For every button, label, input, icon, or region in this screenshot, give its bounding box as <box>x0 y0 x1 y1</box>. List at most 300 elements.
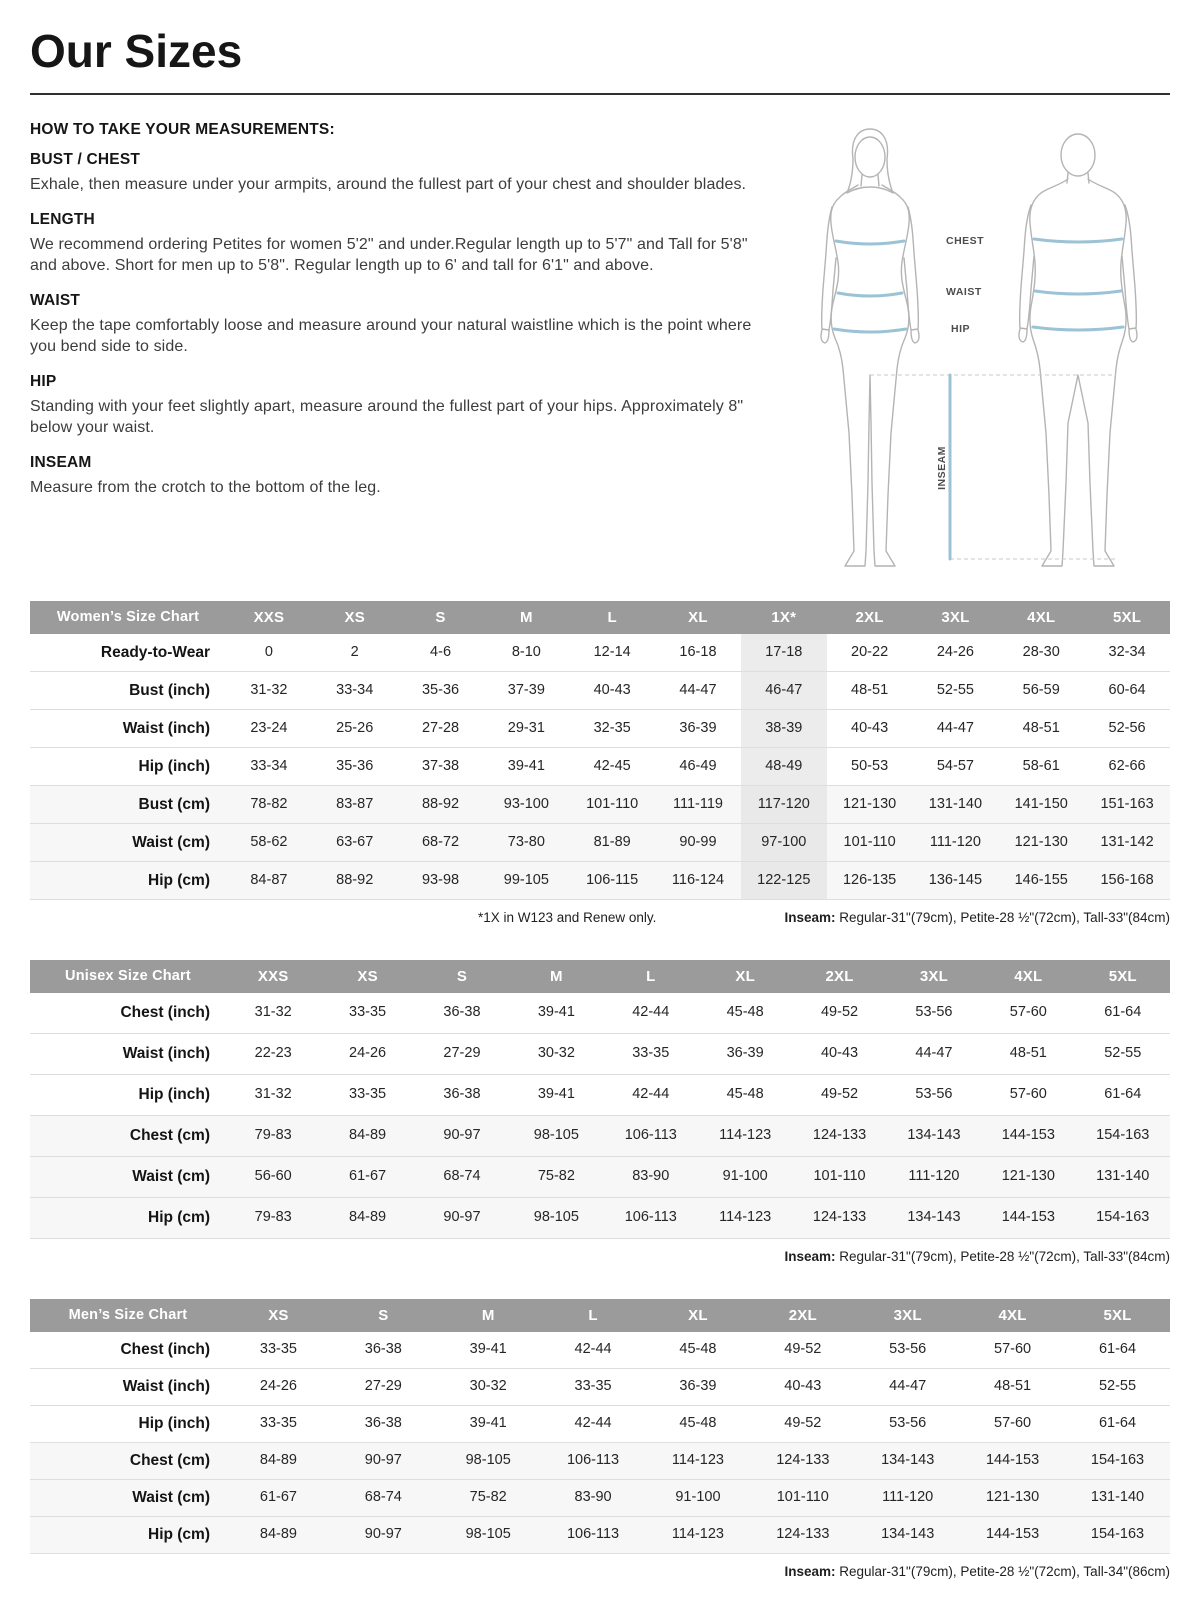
table-cell: 49-52 <box>820 1004 859 1021</box>
table-cell: 121-130 <box>1001 1168 1055 1185</box>
table-cell: 45-48 <box>679 1341 717 1358</box>
table-cell: 28-30 <box>1022 643 1060 660</box>
instruction-section <box>30 454 778 498</box>
row-label: Chest (inch) <box>120 1341 210 1359</box>
table-cell: 17-18 <box>741 634 827 672</box>
table-cell: 124-133 <box>812 1127 867 1144</box>
column-header: XL <box>698 960 792 993</box>
table-cell: 111-119 <box>672 795 723 812</box>
instructions-heading: HOW TO TAKE YOUR MEASUREMENTS: <box>30 120 335 138</box>
table-cell: 48-51 <box>994 1378 1032 1395</box>
table-cell: 52-55 <box>1098 1378 1137 1395</box>
table-cell: 30-32 <box>469 1378 507 1395</box>
row-label: Chest (inch) <box>120 1004 210 1022</box>
instruction-body: We recommend ordering Petites for women 5'2" and under.Regular length up to 5'7" and Tall for 5'8" and above. Short for men up to 5'8". Regular length up to 6' and tall for 6'1" and above. <box>30 235 748 274</box>
row-label: Waist (cm) <box>132 1168 210 1186</box>
table-row <box>30 785 1170 823</box>
table-cell: 75-82 <box>537 1168 575 1185</box>
table-cell: 131-140 <box>1096 1168 1150 1185</box>
table-cell: 24-26 <box>349 1045 387 1062</box>
column-header: 1X* <box>741 601 827 634</box>
table-cell: 53-56 <box>915 1004 953 1021</box>
column-header: 3XL <box>887 960 981 993</box>
column-header: 4XL <box>960 1299 1065 1332</box>
table-cell: 27-28 <box>421 719 460 736</box>
table-cell: 29-31 <box>507 719 545 736</box>
column-header: L <box>604 960 698 993</box>
table-cell: 90-97 <box>364 1452 402 1469</box>
table-cell: 114-123 <box>719 1209 772 1226</box>
table-cell: 84-89 <box>259 1452 297 1469</box>
table-cell: 134-143 <box>907 1209 961 1226</box>
table-cell: 44-47 <box>889 1378 927 1395</box>
chest-label: CHEST <box>946 234 985 247</box>
row-label: Chest (cm) <box>129 1452 210 1470</box>
table-cell: 156-168 <box>1100 871 1154 888</box>
table-cell: 134-143 <box>907 1127 961 1144</box>
column-header: XL <box>655 601 741 634</box>
table-cell: 58-62 <box>250 833 288 850</box>
table-cell: 33-35 <box>349 1086 387 1103</box>
table-cell: 52-55 <box>1104 1045 1142 1062</box>
table-cell: 40-43 <box>593 681 631 698</box>
table-cell: 60-64 <box>1108 681 1146 698</box>
table-cell: 33-35 <box>259 1415 297 1432</box>
table-cell: 48-51 <box>851 681 889 698</box>
table-title: Unisex Size Chart <box>30 960 226 993</box>
table-cell: 44-47 <box>915 1045 953 1062</box>
table-cell: 68-74 <box>364 1489 402 1506</box>
column-header: M <box>483 601 569 634</box>
table-cell: 146-155 <box>1014 871 1068 888</box>
row-label: Bust (cm) <box>138 795 210 813</box>
table-cell: 49-52 <box>820 1086 859 1103</box>
row-label: Waist (cm) <box>132 1489 210 1507</box>
table-cell: 75-82 <box>469 1489 507 1506</box>
table-cell: 90-97 <box>364 1526 402 1543</box>
instruction-title: LENGTH <box>30 210 95 228</box>
page-title: Our Sizes <box>30 25 243 77</box>
instruction-section <box>30 211 778 276</box>
table-row <box>30 823 1170 861</box>
inseam-note <box>784 1249 1170 1265</box>
table-cell: 141-150 <box>1014 795 1068 812</box>
table-cell: 117-120 <box>741 785 827 823</box>
table-cell: 98-105 <box>465 1452 511 1469</box>
table-cell: 38-39 <box>741 709 827 747</box>
column-header: S <box>331 1299 436 1332</box>
inseam-note-text: Regular-31"(79cm), Petite-28 ½"(72cm), Tall-34"(86cm) <box>835 1563 1170 1579</box>
table-cell: 63-67 <box>336 833 374 850</box>
table-cell: 40-43 <box>784 1378 822 1395</box>
table-cell: 25-26 <box>336 719 374 736</box>
table-cell: 56-60 <box>254 1168 292 1185</box>
table-cell: 134-143 <box>881 1452 935 1469</box>
header-row <box>30 1299 1170 1332</box>
table-cell: 40-43 <box>820 1045 859 1062</box>
table-row <box>30 1479 1170 1516</box>
womens-size-chart-block <box>30 601 1170 926</box>
table-cell: 101-110 <box>776 1489 829 1506</box>
table-cell: 90-97 <box>443 1209 481 1226</box>
table-cell: 33-35 <box>632 1045 670 1062</box>
table-row <box>30 1332 1170 1369</box>
table-cell: 2 <box>350 643 359 660</box>
table-cell: 46-47 <box>741 671 827 709</box>
table-cell: 36-39 <box>726 1045 764 1062</box>
table-cell: 78-82 <box>250 795 288 812</box>
table-row <box>30 1115 1170 1156</box>
table-cell: 45-48 <box>726 1086 764 1103</box>
table-cell: 106-113 <box>566 1526 620 1543</box>
table-cell: 154-163 <box>1096 1127 1150 1144</box>
table-cell: 88-92 <box>336 871 374 888</box>
header-row <box>30 601 1170 634</box>
table-cell: 33-35 <box>259 1341 297 1358</box>
table-cell: 36-38 <box>364 1341 402 1358</box>
table-cell: 106-113 <box>624 1127 677 1144</box>
instruction-body: Keep the tape comfortably loose and measure around your natural waistline which is the point where you bend side to side. <box>30 316 752 356</box>
title-divider <box>30 93 1170 95</box>
table-cell: 39-41 <box>537 1004 575 1021</box>
column-header: 4XL <box>998 601 1084 634</box>
column-header: XXS <box>226 601 312 634</box>
table-cell: 154-163 <box>1090 1526 1145 1543</box>
table-cell: 101-110 <box>813 1168 866 1185</box>
table-cell: 48-51 <box>1009 1045 1047 1062</box>
table-cell: 126-135 <box>842 871 897 888</box>
row-label: Hip (cm) <box>148 1526 210 1544</box>
instruction-section <box>30 373 778 438</box>
instruction-title: WAIST <box>30 291 81 309</box>
table-row <box>30 709 1170 747</box>
table-cell: 116-124 <box>671 871 725 888</box>
table-row <box>30 993 1170 1034</box>
woman-figure <box>821 129 919 566</box>
table-cell: 154-163 <box>1090 1452 1145 1469</box>
table-cell: 84-89 <box>259 1526 297 1543</box>
column-header: S <box>398 601 484 634</box>
table-cell: 91-100 <box>675 1489 721 1506</box>
measurement-guide <box>30 121 1170 579</box>
table-cell: 106-113 <box>566 1452 620 1469</box>
table-cell: 37-39 <box>507 681 545 698</box>
table-notes <box>30 1249 1170 1265</box>
column-header: 5XL <box>1076 960 1170 993</box>
table-cell: 114-123 <box>719 1127 772 1144</box>
row-label: Waist (inch) <box>122 719 210 737</box>
table-cell: 44-47 <box>936 719 974 736</box>
table-cell: 39-41 <box>537 1086 575 1103</box>
waist-label: WAIST <box>946 285 982 298</box>
table-cell: 49-52 <box>784 1341 822 1358</box>
table-cell: 98-105 <box>533 1127 579 1144</box>
table-cell: 33-35 <box>574 1378 612 1395</box>
row-label: Chest (cm) <box>129 1127 210 1145</box>
column-header: XS <box>226 1299 331 1332</box>
table-cell: 88-92 <box>421 795 460 812</box>
table-cell: 35-36 <box>336 757 374 774</box>
table-cell: 8-10 <box>511 643 541 660</box>
table-cell: 48-49 <box>741 747 827 785</box>
table-row <box>30 1368 1170 1405</box>
table-cell: 39-41 <box>469 1415 507 1432</box>
table-cell: 99-105 <box>503 871 549 888</box>
table-cell: 121-130 <box>985 1489 1040 1506</box>
table-cell: 57-60 <box>1009 1004 1047 1021</box>
table-cell: 121-130 <box>842 795 897 812</box>
table-row <box>30 1405 1170 1442</box>
table-row <box>30 1156 1170 1197</box>
inseam-note <box>784 910 1170 926</box>
footnote: *1X in W123 and Renew only. <box>478 909 657 925</box>
table-cell: 44-47 <box>679 681 717 698</box>
table-cell: 57-60 <box>994 1415 1032 1432</box>
instruction-body: Measure from the crotch to the bottom of the leg. <box>30 479 381 497</box>
table-cell: 83-90 <box>632 1168 670 1185</box>
table-cell: 32-34 <box>1108 643 1146 660</box>
table-cell: 39-41 <box>469 1341 507 1358</box>
inseam-label: INSEAM <box>936 445 948 490</box>
table-cell: 53-56 <box>889 1415 927 1432</box>
table-cell: 114-123 <box>671 1526 724 1543</box>
column-header: 2XL <box>750 1299 855 1332</box>
table-cell: 124-133 <box>812 1209 867 1226</box>
row-label: Waist (inch) <box>122 1045 210 1063</box>
table-cell: 111-120 <box>882 1489 934 1506</box>
column-header: 3XL <box>913 601 999 634</box>
table-cell: 124-133 <box>776 1526 830 1543</box>
table-row <box>30 1197 1170 1238</box>
table-cell: 131-142 <box>1100 833 1154 850</box>
table-cell: 144-153 <box>985 1526 1040 1543</box>
table-cell: 31-32 <box>250 681 288 698</box>
table-cell: 22-23 <box>254 1045 292 1062</box>
table-cell: 61-64 <box>1098 1341 1137 1358</box>
row-label: Hip (inch) <box>138 1415 210 1433</box>
table-cell: 42-44 <box>632 1086 670 1103</box>
table-cell: 36-39 <box>679 719 717 736</box>
table-cell: 101-110 <box>586 795 639 812</box>
table-row <box>30 1516 1170 1553</box>
table-cell: 111-120 <box>908 1168 960 1185</box>
table-cell: 58-61 <box>1022 757 1060 774</box>
table-cell: 90-97 <box>443 1127 481 1144</box>
column-header: 3XL <box>855 1299 960 1332</box>
column-header: L <box>569 601 655 634</box>
table-cell: 42-44 <box>574 1415 612 1432</box>
inseam-note <box>784 1564 1170 1580</box>
table-cell: 98-105 <box>533 1209 579 1226</box>
table-cell: 122-125 <box>741 861 827 899</box>
table-cell: 84-89 <box>349 1127 387 1144</box>
column-header: XS <box>320 960 414 993</box>
table-cell: 33-34 <box>250 757 288 774</box>
measurement-diagram <box>798 123 1170 579</box>
row-label: Ready-to-Wear <box>100 643 210 661</box>
row-label: Hip (cm) <box>148 871 210 889</box>
unisex-size-chart-block <box>30 960 1170 1265</box>
table-title: Men’s Size Chart <box>30 1299 226 1332</box>
inseam-note-text: Regular-31"(79cm), Petite-28 ½"(72cm), Tall-33"(84cm) <box>835 909 1170 925</box>
table-cell: 39-41 <box>507 757 545 774</box>
column-header: M <box>436 1299 541 1332</box>
table-cell: 31-32 <box>254 1004 292 1021</box>
table-cell: 93-98 <box>421 871 460 888</box>
column-header: S <box>415 960 509 993</box>
table-row <box>30 634 1170 672</box>
table-cell: 42-44 <box>632 1004 670 1021</box>
column-header: 2XL <box>792 960 886 993</box>
table-cell: 91-100 <box>722 1168 768 1185</box>
table-cell: 32-35 <box>593 719 631 736</box>
instruction-title: INSEAM <box>30 454 92 472</box>
table-notes <box>30 910 1170 926</box>
table-cell: 50-53 <box>851 757 889 774</box>
table-cell: 46-49 <box>679 757 717 774</box>
table-cell: 16-18 <box>679 643 717 660</box>
table-cell: 49-52 <box>784 1415 822 1432</box>
table-cell: 83-90 <box>574 1489 612 1506</box>
table-cell: 36-38 <box>443 1004 481 1021</box>
table-cell: 79-83 <box>254 1127 292 1144</box>
hip-label: HIP <box>951 322 971 335</box>
table-cell: 53-56 <box>915 1086 953 1103</box>
instruction-section <box>30 151 778 195</box>
table-cell: 61-67 <box>349 1168 387 1185</box>
table-cell: 42-44 <box>574 1341 612 1358</box>
table-cell: 81-89 <box>593 833 631 850</box>
unisex-size-chart <box>30 960 1170 1239</box>
column-header: XS <box>312 601 398 634</box>
table-cell: 53-56 <box>889 1341 927 1358</box>
table-title: Women’s Size Chart <box>30 601 226 634</box>
table-cell: 57-60 <box>994 1341 1032 1358</box>
womens-size-chart <box>30 601 1170 900</box>
row-label: Hip (inch) <box>138 1086 210 1104</box>
table-cell: 84-89 <box>349 1209 387 1226</box>
table-cell: 27-29 <box>364 1378 402 1395</box>
table-cell: 33-35 <box>349 1004 387 1021</box>
table-cell: 61-64 <box>1098 1415 1137 1432</box>
table-row <box>30 747 1170 785</box>
table-cell: 73-80 <box>507 833 545 850</box>
table-cell: 83-87 <box>336 795 374 812</box>
table-cell: 24-26 <box>936 643 974 660</box>
table-cell: 144-153 <box>985 1452 1040 1469</box>
column-header: 4XL <box>981 960 1075 993</box>
table-cell: 151-163 <box>1100 795 1154 812</box>
table-cell: 93-100 <box>503 795 549 812</box>
table-cell: 36-38 <box>364 1415 402 1432</box>
table-cell: 12-14 <box>593 643 631 660</box>
inseam-note-label: Inseam: <box>784 909 836 925</box>
column-header: M <box>509 960 603 993</box>
table-cell: 144-153 <box>1001 1209 1055 1226</box>
instruction-section <box>30 292 778 357</box>
table-cell: 131-140 <box>1090 1489 1145 1506</box>
table-cell: 40-43 <box>851 719 889 736</box>
table-cell: 42-45 <box>593 757 631 774</box>
column-header: L <box>541 1299 646 1332</box>
table-cell: 20-22 <box>851 643 889 660</box>
table-row <box>30 671 1170 709</box>
table-cell: 68-72 <box>421 833 460 850</box>
table-cell: 37-38 <box>421 757 460 774</box>
mens-size-chart <box>30 1299 1170 1554</box>
inseam-note-label: Inseam: <box>784 1248 836 1264</box>
table-cell: 52-55 <box>936 681 974 698</box>
table-cell: 27-29 <box>443 1045 481 1062</box>
table-cell: 131-140 <box>928 795 983 812</box>
instruction-title: BUST / CHEST <box>30 150 141 168</box>
table-row <box>30 1033 1170 1074</box>
instruction-title: HIP <box>30 373 57 391</box>
size-tables <box>30 601 1170 1581</box>
table-row <box>30 1074 1170 1115</box>
table-cell: 98-105 <box>465 1526 511 1543</box>
table-cell: 134-143 <box>881 1526 935 1543</box>
table-cell: 24-26 <box>259 1378 297 1395</box>
guide-lines <box>870 375 1116 559</box>
row-label: Hip (inch) <box>138 757 210 775</box>
table-cell: 57-60 <box>1009 1086 1047 1103</box>
column-header: 5XL <box>1065 1299 1170 1332</box>
mens-size-chart-block <box>30 1299 1170 1580</box>
table-cell: 106-115 <box>586 871 639 888</box>
table-cell: 84-87 <box>250 871 288 888</box>
table-cell: 4-6 <box>430 643 452 660</box>
instruction-body: Standing with your feet slightly apart, measure around the fullest part of your hips. Approximately 8" below your waist. <box>30 398 744 437</box>
table-cell: 45-48 <box>679 1415 717 1432</box>
table-cell: 79-83 <box>254 1209 292 1226</box>
table-row <box>30 1442 1170 1479</box>
table-cell: 30-32 <box>537 1045 575 1062</box>
table-cell: 136-145 <box>928 871 983 888</box>
column-header: XL <box>646 1299 751 1332</box>
table-cell: 114-123 <box>671 1452 724 1469</box>
table-cell: 97-100 <box>741 823 827 861</box>
table-cell: 36-38 <box>443 1086 481 1103</box>
column-header: 2XL <box>827 601 913 634</box>
header-row <box>30 960 1170 993</box>
instruction-sections <box>30 151 778 499</box>
table-cell: 23-24 <box>250 719 288 736</box>
table-cell: 61-64 <box>1104 1086 1142 1103</box>
table-cell: 45-48 <box>726 1004 764 1021</box>
table-cell: 35-36 <box>421 681 460 698</box>
table-cell: 52-56 <box>1108 719 1146 736</box>
figure-panel <box>778 121 1170 579</box>
row-label: Waist (cm) <box>132 833 210 851</box>
measurement-instructions <box>30 121 778 515</box>
row-label: Bust (inch) <box>129 681 210 699</box>
table-cell: 106-113 <box>624 1209 677 1226</box>
table-cell: 144-153 <box>1001 1127 1055 1144</box>
table-cell: 54-57 <box>936 757 974 774</box>
table-row <box>30 861 1170 899</box>
table-cell: 101-110 <box>843 833 896 850</box>
table-cell: 121-130 <box>1014 833 1068 850</box>
table-cell: 62-66 <box>1108 757 1146 774</box>
table-notes <box>30 1564 1170 1580</box>
inseam-note-label: Inseam: <box>784 1563 836 1579</box>
table-cell: 36-39 <box>679 1378 717 1395</box>
inseam-note-text: Regular-31"(79cm), Petite-28 ½"(72cm), Tall-33"(84cm) <box>835 1248 1170 1264</box>
table-cell: 111-120 <box>929 833 981 850</box>
table-cell: 48-51 <box>1022 719 1060 736</box>
row-label: Hip (cm) <box>148 1209 210 1227</box>
